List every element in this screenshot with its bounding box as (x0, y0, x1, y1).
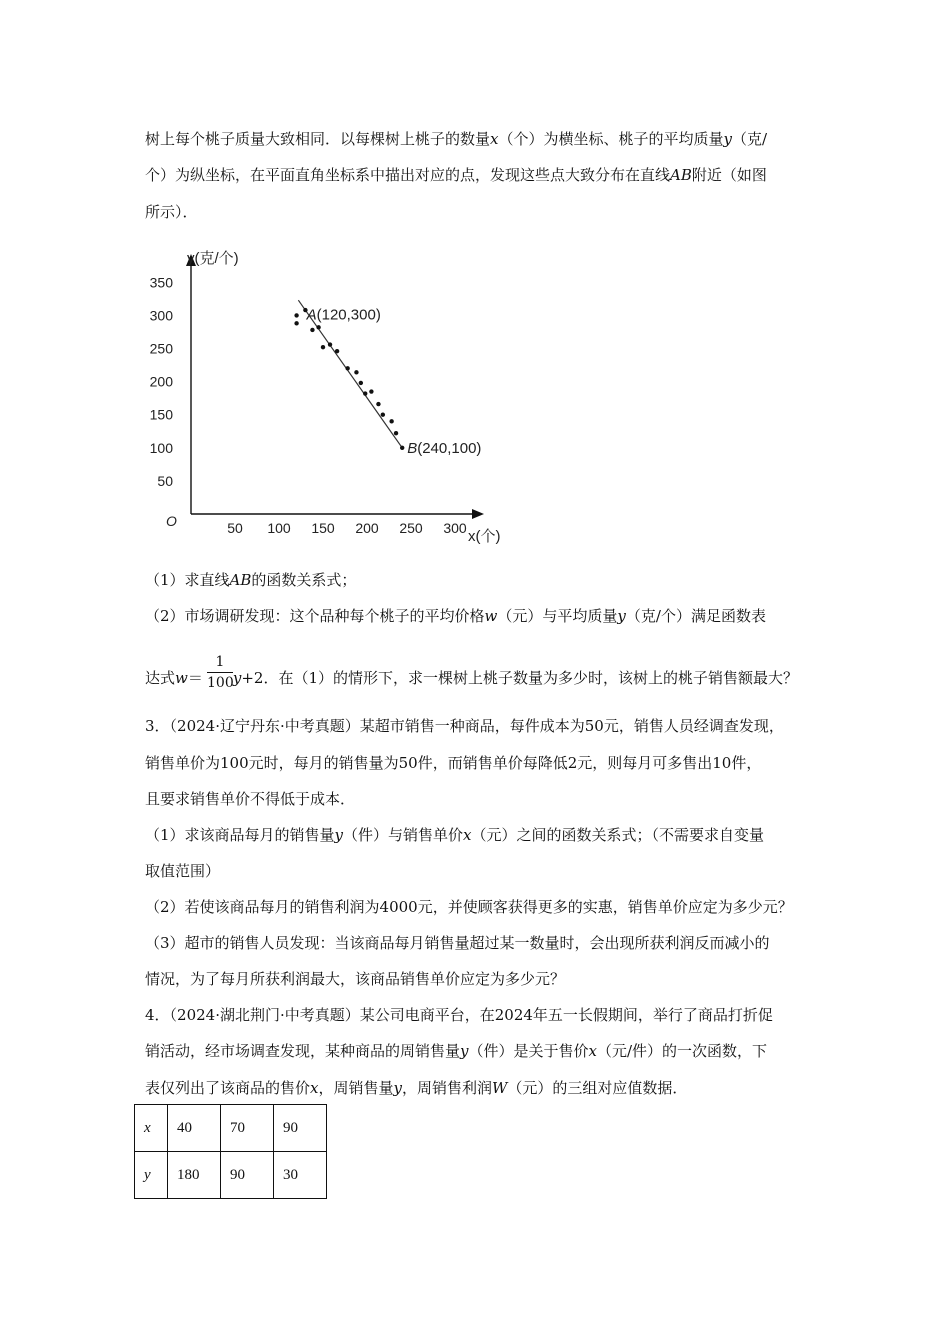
table-row (135, 1152, 327, 1199)
p4-text: （件）是关于售价 (468, 1042, 589, 1060)
data-point (394, 431, 398, 435)
y-tick-label: 250 (149, 340, 173, 357)
intro-text: 树上每个桃子质量大致相同．以每棵树上桃子的数量 (145, 130, 491, 148)
table-cell: 90 (221, 1152, 274, 1199)
x-tick-label: 200 (355, 520, 379, 536)
data-point (310, 328, 314, 332)
problem-3-line-3: 且要求销售单价不得低于成本． (145, 790, 356, 808)
y-axis-label: y(克/个) (187, 250, 239, 267)
data-point (376, 402, 380, 406)
y-tick-label: 300 (149, 307, 173, 324)
question-1 (145, 570, 356, 590)
x-tick-label: 50 (227, 520, 243, 536)
intro-line-3: 所示）． (145, 203, 198, 221)
point-coords: (120,300) (316, 306, 381, 324)
problem-3-line-1: 3．（2024·辽宁丹东·中考真题）某超市销售一种商品，每件成本为50元，销售人员经调查发现， (145, 717, 784, 735)
p4-text: 表仅列出了该商品的售价 (145, 1079, 311, 1097)
point-coords: (240,100) (417, 439, 482, 457)
data-point (354, 370, 358, 374)
origin-label: O (166, 513, 177, 529)
x-tick-label: 150 (311, 520, 335, 536)
fraction-bar (207, 672, 233, 673)
question-2 (145, 606, 766, 626)
data-point (345, 366, 349, 370)
p4-text: （元/件）的一次函数，下 (596, 1042, 768, 1060)
q2-text: （克/个）满足函数表 (625, 607, 766, 625)
scatter-chart (135, 245, 520, 555)
problem-3-sub-1 (145, 825, 764, 845)
data-point (321, 345, 325, 349)
intro-line-2 (145, 165, 767, 185)
q2-text: +2．在（1）的情形下，求一棵树上桃子数量为多少时，该树上的桃子销售额最大？ (241, 669, 799, 687)
var-w: w (175, 669, 188, 687)
line-ab: AB (670, 166, 692, 184)
p4-text: 销活动，经市场调查发现，某种商品的周销售量 (145, 1042, 461, 1060)
table-row (135, 1105, 327, 1152)
var-y: y (723, 130, 732, 148)
point-b (400, 446, 404, 450)
data-point (335, 349, 339, 353)
p3-text: （1）求该商品每月的销售量 (145, 826, 335, 844)
x-tick-label: 100 (267, 520, 291, 536)
point-name: B (407, 439, 418, 457)
problem-3-sub-3: （3）超市的销售人员发现：当该商品每月销售量超过某一数量时，会出现所获利润反而减小的 (145, 934, 770, 952)
fraction-numerator: 1 (215, 654, 225, 670)
equals-sign: ＝ (187, 669, 203, 687)
chart-marks (294, 300, 481, 457)
table-cell: 90 (274, 1105, 327, 1152)
problem-3-line-2: 销售单价为100元时，每月的销售量为50件，而销售单价每降低2元，则每月可多售出10件， (145, 754, 762, 772)
problem-4-line-3 (145, 1078, 687, 1098)
question-2-formula-line (145, 668, 798, 688)
data-point (381, 413, 385, 417)
data-point (316, 325, 320, 329)
y-tick-label: 200 (149, 373, 173, 390)
q2-text: 达式 (145, 669, 176, 687)
y-tick-label: 50 (157, 472, 173, 489)
var-y: y (232, 669, 242, 687)
point-a (294, 313, 298, 317)
problem-3-sub-1-cont: 取值范围） (145, 862, 221, 880)
table-header-cell: y (135, 1152, 168, 1199)
var-x: x (588, 1042, 597, 1060)
table-cell: 70 (221, 1105, 274, 1152)
q1-text: 的函数关系式； (251, 571, 357, 589)
table-header-cell: x (135, 1105, 168, 1152)
data-point (294, 321, 298, 325)
intro-text: 附近（如图 (691, 166, 767, 184)
q1-text: （1）求直线 (145, 571, 230, 589)
var-y: y (334, 826, 344, 844)
var-w: W (492, 1079, 508, 1097)
line-ab: AB (229, 571, 252, 589)
p4-text: ，周销售量 (318, 1079, 394, 1097)
x-axis-arrow (472, 509, 484, 519)
var-x: x (310, 1079, 319, 1097)
problem-4-line-2 (145, 1041, 767, 1061)
x-tick-label: 300 (443, 520, 467, 536)
var-w: w (484, 607, 498, 625)
point-label-a (306, 306, 381, 323)
fraction-denominator: 100 (207, 675, 234, 691)
problem-3-sub-3-cont: 情况，为了每月所获利润最大，该商品销售单价应定为多少元？ (145, 970, 566, 988)
x-axis-label: x(个) (468, 528, 501, 545)
p3-text: （件）与销售单价 (343, 826, 464, 844)
var-y: y (617, 607, 626, 625)
point-name: A (306, 306, 317, 324)
chart-axes (166, 249, 501, 545)
table-cell: 40 (168, 1105, 221, 1152)
point-label-b (407, 440, 481, 457)
intro-text: 个）为纵坐标，在平面直角坐标系中描出对应的点，发现这些点大致分布在直线 (145, 166, 671, 184)
data-point (363, 391, 367, 395)
table-cell: 180 (168, 1152, 221, 1199)
y-tick-label: 350 (149, 274, 173, 291)
fraction (207, 653, 233, 692)
intro-text: （克/ (731, 130, 768, 148)
intro-line-1 (145, 129, 767, 149)
x-tick-label: 250 (399, 520, 423, 536)
data-point (369, 389, 373, 393)
problem-3-sub-2: （2）若使该商品每月的销售利润为4000元，并使顾客获得更多的实惠，销售单价应定为多少元？ (145, 898, 793, 916)
data-point (359, 381, 363, 385)
intro-text: （个）为横坐标、桃子的平均质量 (498, 130, 724, 148)
q2-text: （元）与平均质量 (497, 607, 618, 625)
table-cell: 30 (274, 1152, 327, 1199)
data-point (389, 419, 393, 423)
p3-text: （元）之间的函数关系式；（不需要求自变量 (471, 826, 765, 844)
q2-text: （2）市场调研发现：这个品种每个桃子的平均价格 (145, 607, 485, 625)
var-x: x (463, 826, 472, 844)
data-point (328, 342, 332, 346)
problem-4-line-1: 4．（2024·湖北荆门·中考真题）某公司电商平台，在2024年五一长假期间，举行了商品打折促 (145, 1006, 773, 1024)
y-tick-label: 150 (149, 406, 173, 423)
p4-text: （元）的三组对应值数据． (507, 1079, 688, 1097)
data-table (134, 1104, 327, 1199)
p4-text: ，周销售利润 (401, 1079, 492, 1097)
var-x: x (490, 130, 499, 148)
var-y: y (393, 1079, 402, 1097)
var-y: y (460, 1042, 469, 1060)
y-tick-label: 100 (149, 439, 173, 456)
